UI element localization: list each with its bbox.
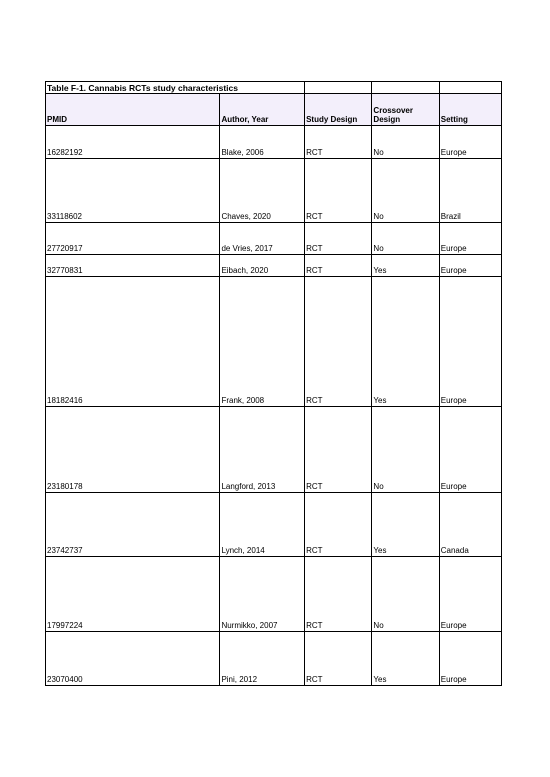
empty-cell — [372, 82, 439, 94]
cell-setting: Europe — [439, 126, 501, 159]
cell-author-year: Blake, 2006 — [220, 126, 305, 159]
cell-setting: Europe — [439, 632, 501, 686]
cell-pmid: 32770831 — [46, 255, 220, 277]
header-author-year: Author, Year — [220, 94, 305, 126]
cell-study-design: RCT — [305, 255, 372, 277]
table-title-row — [46, 82, 502, 94]
cell-study-design: RCT — [305, 493, 372, 557]
cell-author-year: Langford, 2013 — [220, 407, 305, 493]
table-row — [46, 557, 502, 632]
cell-crossover: No — [372, 159, 439, 223]
cell-pmid: 17997224 — [46, 557, 220, 632]
cell-setting: Europe — [439, 407, 501, 493]
cell-author-year: Nurmikko, 2007 — [220, 557, 305, 632]
cell-setting: Canada — [439, 493, 501, 557]
study-characteristics-table — [45, 81, 502, 686]
table-row — [46, 632, 502, 686]
cell-pmid: 23070400 — [46, 632, 220, 686]
cell-setting: Europe — [439, 277, 501, 407]
cell-author-year: Eibach, 2020 — [220, 255, 305, 277]
cell-author-year: de Vries, 2017 — [220, 223, 305, 255]
cell-crossover: No — [372, 557, 439, 632]
cell-author-year: Lynch, 2014 — [220, 493, 305, 557]
cell-crossover: Yes — [372, 277, 439, 407]
empty-cell — [439, 82, 501, 94]
cell-pmid: 33118602 — [46, 159, 220, 223]
cell-crossover: Yes — [372, 493, 439, 557]
cell-author-year: Frank, 2008 — [220, 277, 305, 407]
cell-study-design: RCT — [305, 159, 372, 223]
cell-crossover: No — [372, 223, 439, 255]
cell-study-design: RCT — [305, 277, 372, 407]
cell-study-design: RCT — [305, 126, 372, 159]
header-setting: Setting — [439, 94, 501, 126]
table-title: Table F-1. Cannabis RCTs study characteristics — [46, 82, 305, 94]
header-crossover-design: Crossover Design — [372, 94, 439, 126]
header-pmid: PMID — [46, 94, 220, 126]
cell-author-year: Pini, 2012 — [220, 632, 305, 686]
table-row — [46, 159, 502, 223]
cell-crossover: No — [372, 407, 439, 493]
cell-setting: Europe — [439, 557, 501, 632]
cell-pmid: 23742737 — [46, 493, 220, 557]
header-study-design: Study Design — [305, 94, 372, 126]
cell-setting: Europe — [439, 223, 501, 255]
cell-setting: Brazil — [439, 159, 501, 223]
cell-crossover: Yes — [372, 255, 439, 277]
cell-pmid: 16282192 — [46, 126, 220, 159]
cell-pmid: 18182416 — [46, 277, 220, 407]
table-row — [46, 277, 502, 407]
cell-study-design: RCT — [305, 407, 372, 493]
table-row — [46, 407, 502, 493]
table-row — [46, 493, 502, 557]
cell-crossover: Yes — [372, 632, 439, 686]
cell-study-design: RCT — [305, 223, 372, 255]
cell-pmid: 23180178 — [46, 407, 220, 493]
table-row — [46, 223, 502, 255]
cell-study-design: RCT — [305, 557, 372, 632]
cell-pmid: 27720917 — [46, 223, 220, 255]
table-header-row — [46, 94, 502, 126]
cell-setting: Europe — [439, 255, 501, 277]
table-row — [46, 126, 502, 159]
cell-study-design: RCT — [305, 632, 372, 686]
cell-crossover: No — [372, 126, 439, 159]
cell-author-year: Chaves, 2020 — [220, 159, 305, 223]
table-row — [46, 255, 502, 277]
empty-cell — [305, 82, 372, 94]
spreadsheet-page — [45, 81, 502, 686]
